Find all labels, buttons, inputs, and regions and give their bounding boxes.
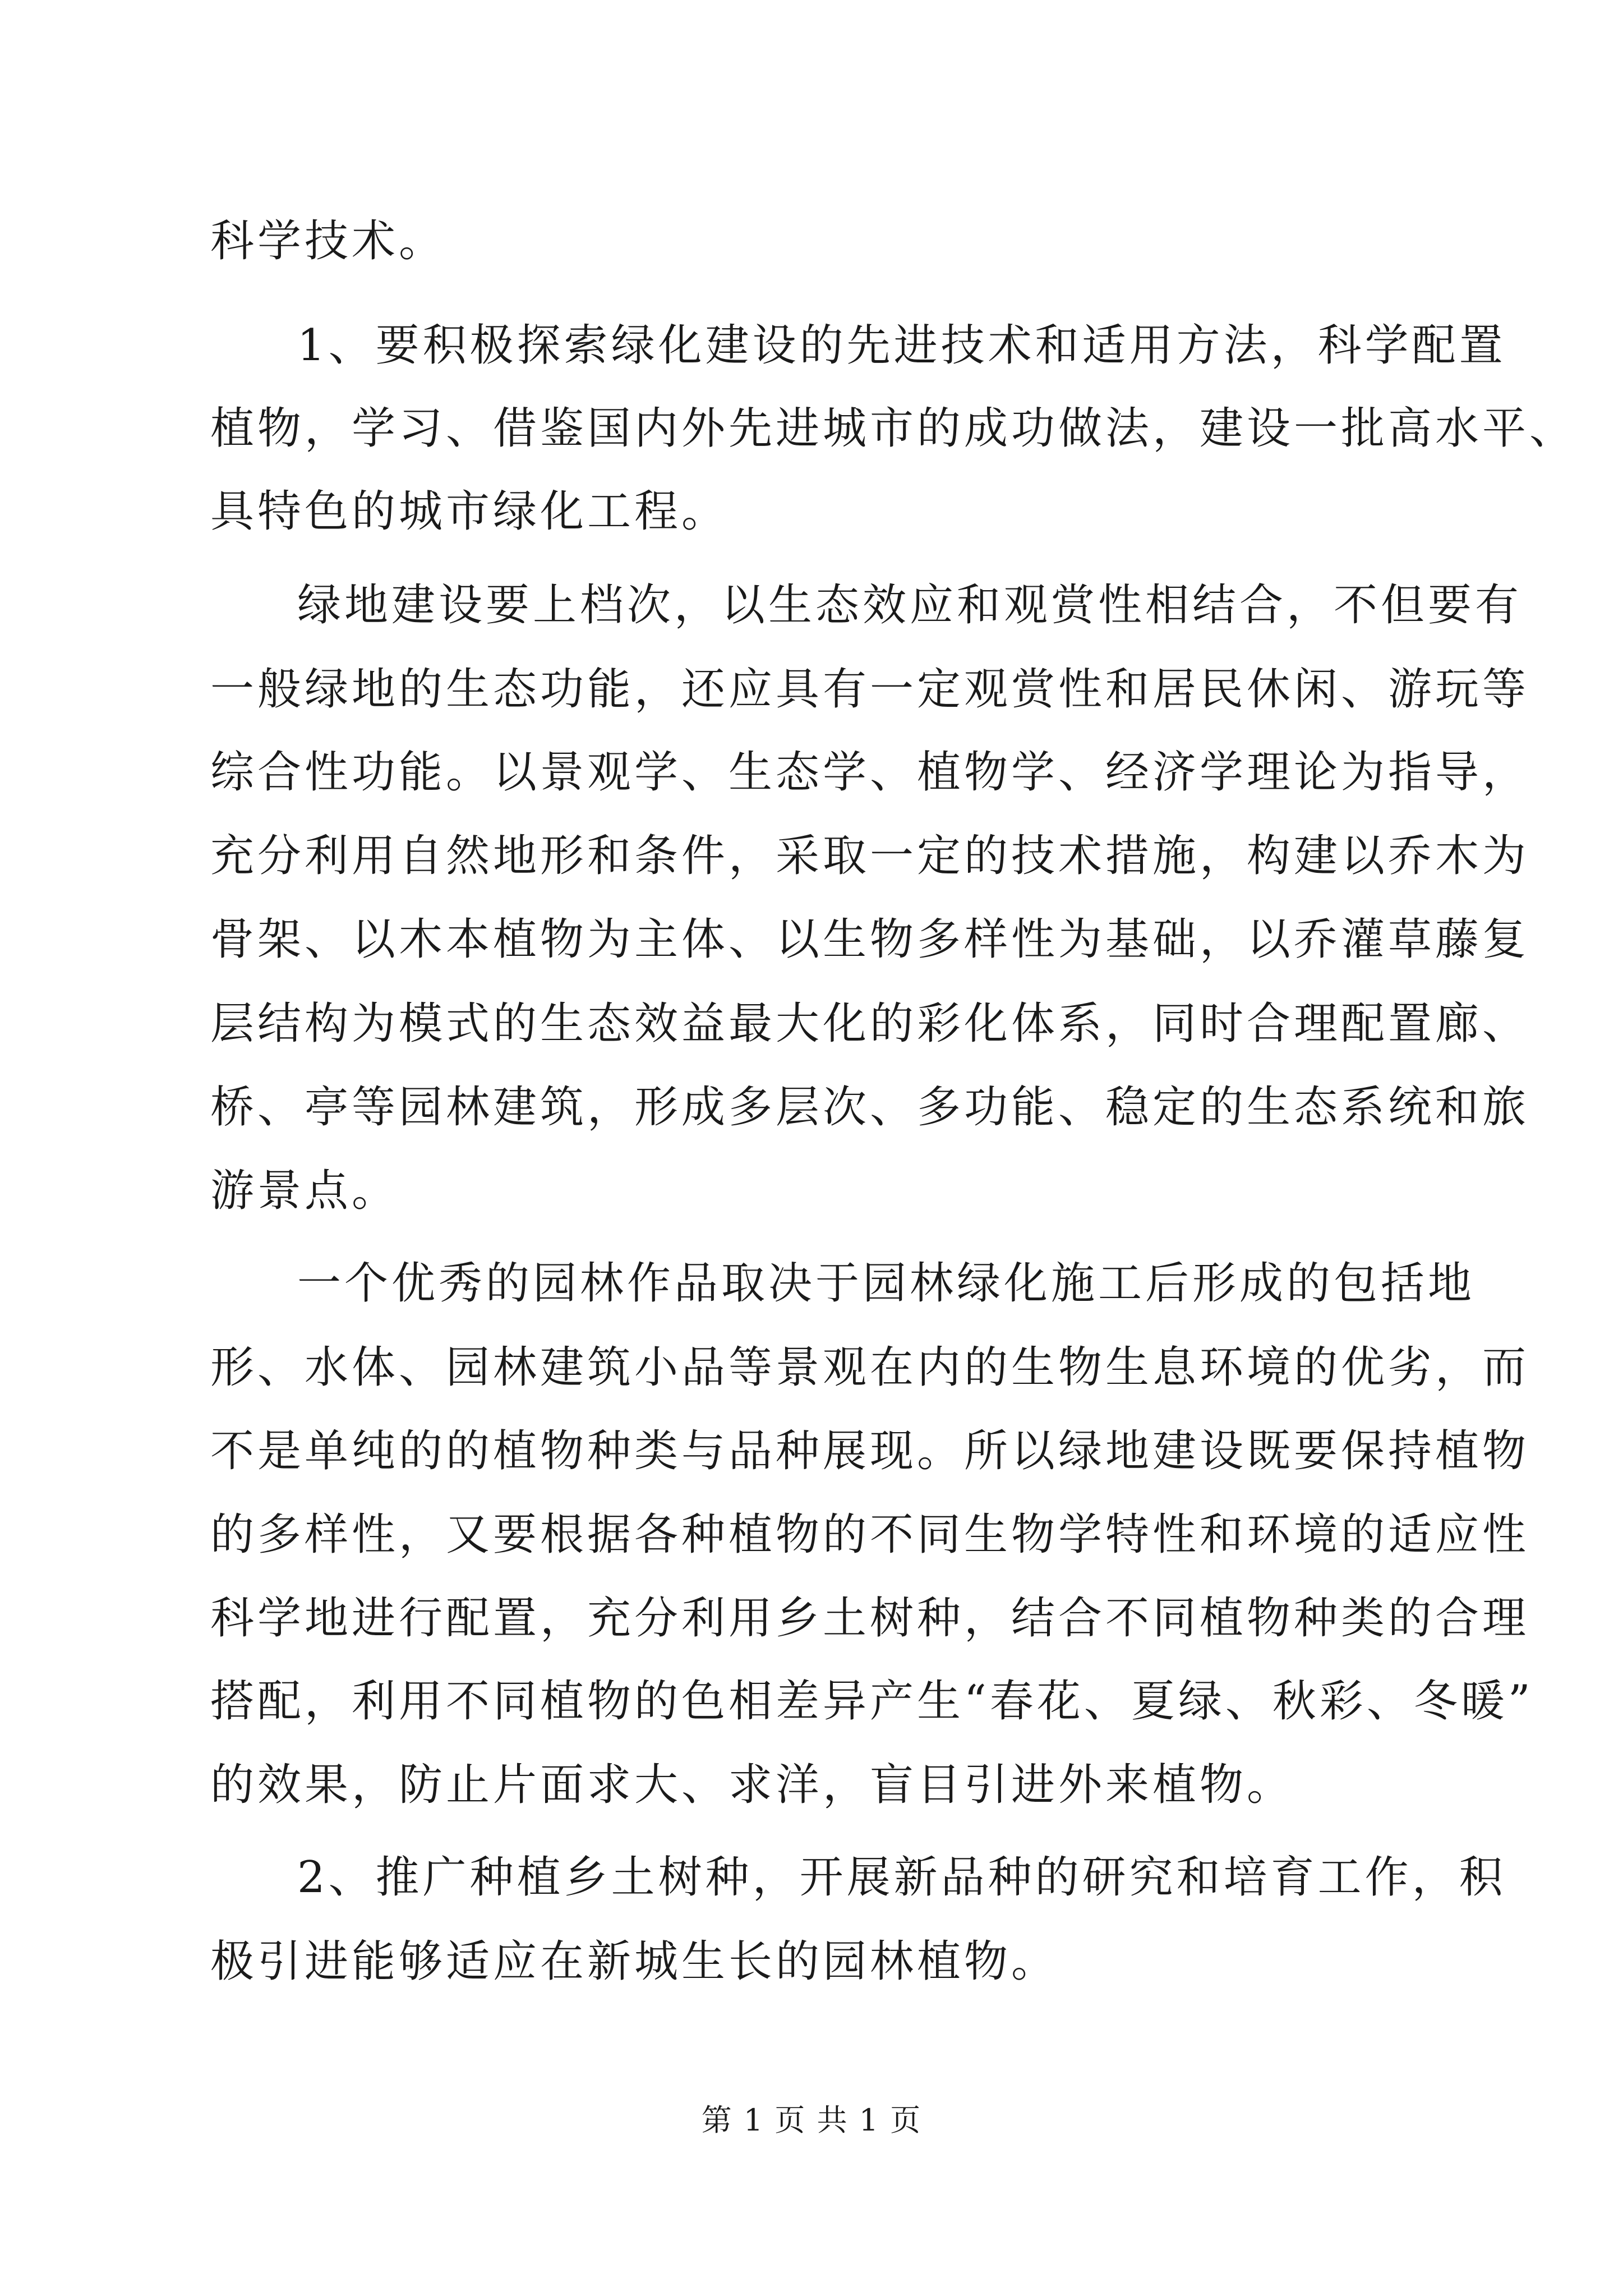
text-line: 骨架、以木本植物为主体、以生物多样性为基础，以乔灌草藤复 [210, 914, 1530, 965]
text-line: 极引进能够适应在新城生长的园林植物。 [210, 1936, 1059, 1987]
text-line: 科学技术。 [210, 216, 446, 266]
text-line: 科学地进行配置，充分利用乡土树种，结合不同植物种类的合理 [210, 1593, 1530, 1644]
text-line: 游景点。 [210, 1166, 399, 1216]
text-line: 一个优秀的园林作品取决于园林绿化施工后形成的包括地 [297, 1258, 1476, 1309]
text-line: 具特色的城市绿化工程。 [210, 486, 729, 537]
text-line: 层结构为模式的生态效益最大化的彩化体系，同时合理配置廊、 [210, 999, 1530, 1049]
text-line: 桥、亭等园林建筑，形成多层次、多功能、稳定的生态系统和旅 [210, 1082, 1530, 1133]
text-line: 的效果，防止片面求大、求洋，盲目引进外来植物。 [210, 1760, 1294, 1810]
text-line: 综合性功能。以景观学、生态学、植物学、经济学理论为指导， [210, 747, 1530, 798]
page-number-footer: 第 1 页 共 1 页 [701, 2102, 922, 2138]
text-line: 绿地建设要上档次，以生态效应和观赏性相结合，不但要有 [297, 580, 1523, 631]
text-line: 1、要积极探索绿化建设的先进技术和适用方法，科学配置 [297, 320, 1506, 371]
text-line: 的多样性，又要根据各种植物的不同生物学特性和环境的适应性 [210, 1510, 1530, 1560]
text-line: 搭配，利用不同植物的色相差异产生“春花、夏绿、秋彩、冬暖” [210, 1676, 1534, 1727]
text-line: 充分利用自然地形和条件，采取一定的技术措施，构建以乔木为 [210, 831, 1530, 881]
text-line: 形、水体、园林建筑小品等景观在内的生物生息环境的优劣，而 [210, 1342, 1530, 1393]
text-line: 一般绿地的生态功能，还应具有一定观赏性和居民休闲、游玩等 [210, 664, 1530, 715]
text-line: 植物，学习、借鉴国内外先进城市的成功做法，建设一批高水平、 [210, 403, 1577, 454]
text-line: 2、推广种植乡土树种，开展新品种的研究和培育工作，积 [297, 1852, 1506, 1903]
text-line: 不是单纯的的植物种类与品种展现。所以绿地建设既要保持植物 [210, 1426, 1530, 1476]
